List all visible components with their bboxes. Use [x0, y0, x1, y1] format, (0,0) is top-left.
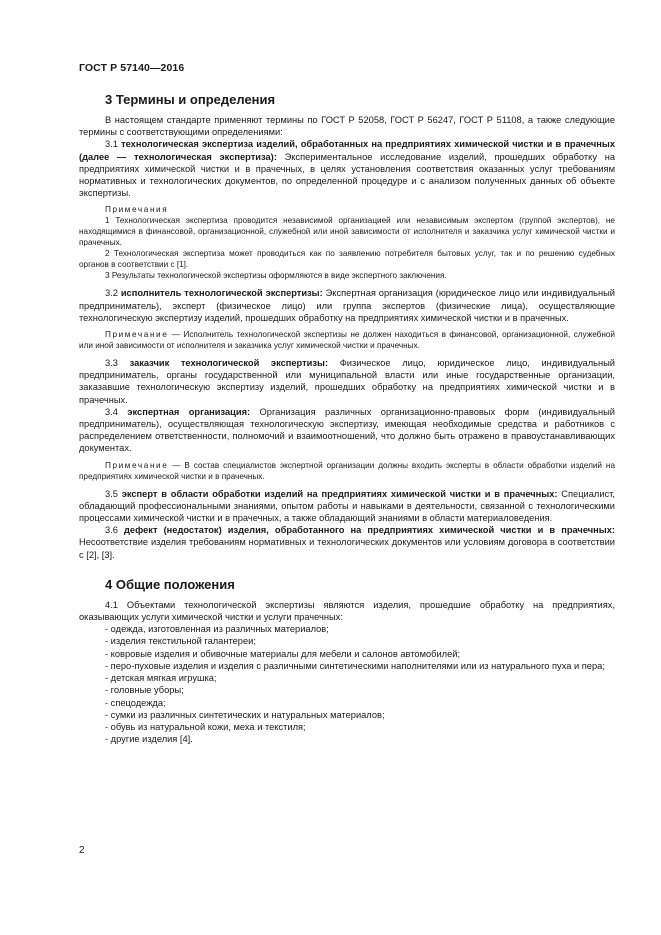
list-item: - спецодежда;	[105, 697, 166, 708]
section-3-title: 3 Термины и определения	[105, 92, 276, 107]
note-3-2	[79, 329, 615, 351]
term-3-4-number: 3.4	[105, 406, 128, 417]
section-3-intro: В настоящем стандарте применяют термины по ГОСТ Р 52058, ГОСТ Р 56247, ГОСТ Р 51108, а также следующие термины с соответствующими определениями:	[79, 115, 615, 138]
term-3-6-definition: Несоответствие изделия требованиям нормативных и технологических документов или условиям договора в соответствии с [2], [3].	[79, 537, 615, 560]
section-4-title: 4 Общие положения	[105, 576, 235, 592]
term-3-1-number: 3.1	[105, 139, 122, 150]
note-3-4-text: — В состав специалистов экспертной организации должны входить эксперты в области обработки изделий на предприятиях химической чистки и в прачечных.	[79, 460, 615, 481]
note-label: Примечание	[105, 330, 169, 340]
term-3-6	[79, 524, 615, 561]
list-item: - перо-пуховые изделия и изделия с различными синтетическими наполнителями или из натурального пуха и пера;	[105, 660, 605, 671]
term-3-2-name: исполнитель технологической экспертизы:	[120, 288, 323, 299]
note-3-2-text: — Исполнитель технологической экспертизы не должен находиться в финансовой, организационной, служебной или иной зависимости от исполнителя и заказчика услуг химической чистки и прачечных.	[79, 330, 615, 351]
term-3-5-definition: Специалист, обладающий профессиональными знаниями, опытом работы и навыками в деятельности, связанной с технологическими процессами химической чистки и в прачечных, а также обладающий знаниями в области материаловедения.	[79, 488, 615, 524]
list-item: - ковровые изделия и обивочные материалы для мебели и салонов автомобилей;	[105, 648, 461, 659]
term-3-3	[79, 357, 615, 406]
list-item: - детская мягкая игрушка;	[105, 673, 217, 684]
term-3-6-name: дефект (недостаток) изделия, обработанного на предприятиях химической чистки и в прачечных:	[124, 525, 615, 536]
note-3: 3 Результаты технологической экспертизы оформляются в виде экспертного заключения.	[105, 271, 447, 281]
note-1: 1 Технологическая экспертиза проводится независимой организацией или независимым экспертом (группой экспертов), не находящимися в финансовой, организационной, служебной или иной зависимости от исполнителя и заказчика услуг химической чистки и прачечных.	[79, 216, 615, 248]
notes-label: Примечания	[105, 205, 169, 215]
clause-4-1: 4.1 Объектами технологической экспертизы являются изделия, прошедшие обработку на предприятиях, оказывающих услуги химической чистки и услуги прачечных:	[79, 599, 615, 623]
page-number: 2	[79, 845, 85, 856]
list-item: - головные уборы;	[105, 685, 184, 696]
term-3-5-number: 3.5	[105, 488, 122, 499]
term-3-5-name: эксперт в области обработки изделий на предприятиях химической чистки и в прачечных:	[121, 488, 558, 499]
document-header: ГОСТ Р 57140—2016	[79, 62, 185, 74]
notes-3-1	[79, 204, 615, 281]
term-3-1	[79, 138, 615, 199]
term-3-3-number: 3.3	[105, 358, 130, 369]
term-3-1-definition: Экспериментальное исследование изделий, прошедших обработку на предприятиях химической чистки и в прачечных, в целях установления соответствия оказанных услуг требованиям нормативных и технологических документов, по определенной процедуре и с анализом полученных данных об объекте экспертизы.	[79, 151, 615, 199]
document-body	[79, 92, 615, 745]
objects-list	[79, 623, 615, 745]
term-3-6-number: 3.6	[105, 525, 125, 536]
term-3-4	[79, 406, 615, 455]
list-item: - изделия текстильной галантереи;	[105, 636, 256, 647]
term-3-2	[79, 287, 615, 324]
term-3-3-definition: Физическое лицо, юридическое лицо, индивидуальный предприниматель, органы государственной или муниципальной власти или иные государственные организации, заказавшие технологическую экспертизу изделий, прошедших обработку на предприятиях химической чистки и в прачечных.	[79, 358, 615, 405]
list-item: - другие изделия [4].	[105, 734, 193, 745]
term-3-2-definition: Экспертная организация (юридическое лицо или индивидуальный предприниматель), эксперт (физическое лицо) или группа экспертов (физические лица), осуществляющие технологическую экспертизу изделий, прошедших обработку на предприятиях химической чистки и в прачечных.	[79, 288, 615, 323]
term-3-1-name: технологическая экспертиза изделий, обработанных на предприятиях химической чистки и в прачечных (далее — технологическая экспертиза):	[79, 139, 616, 162]
note-label: Примечание	[105, 460, 169, 470]
term-3-4-name: экспертная организация:	[127, 406, 251, 417]
term-3-4-definition: Организация различных организационно-правовых форм (индивидуальный предприниматель), осуществляющая технологическую экспертизу, имеющая необходимые средства и работников с распределением ответственности, полномочий и взаимоотношений, что должно быть отражено в правоустанавливающих документах.	[79, 406, 615, 454]
note-3-4	[79, 460, 615, 482]
list-item: - одежда, изготовленная из различных материалов;	[105, 624, 329, 635]
list-item: - сумки из различных синтетических и натуральных материалов;	[105, 709, 385, 720]
list-item: - обувь из натуральной кожи, меха и текстиля;	[105, 721, 306, 732]
term-3-3-name: заказчик технологической экспертизы:	[129, 358, 329, 369]
term-3-2-number: 3.2	[105, 288, 121, 299]
note-2: 2 Технологическая экспертиза может проводиться как по заявлению потребителя бытовых услуг, так и по решению судебных органов в соответствии с [1].	[79, 249, 615, 270]
term-3-5	[79, 488, 615, 525]
